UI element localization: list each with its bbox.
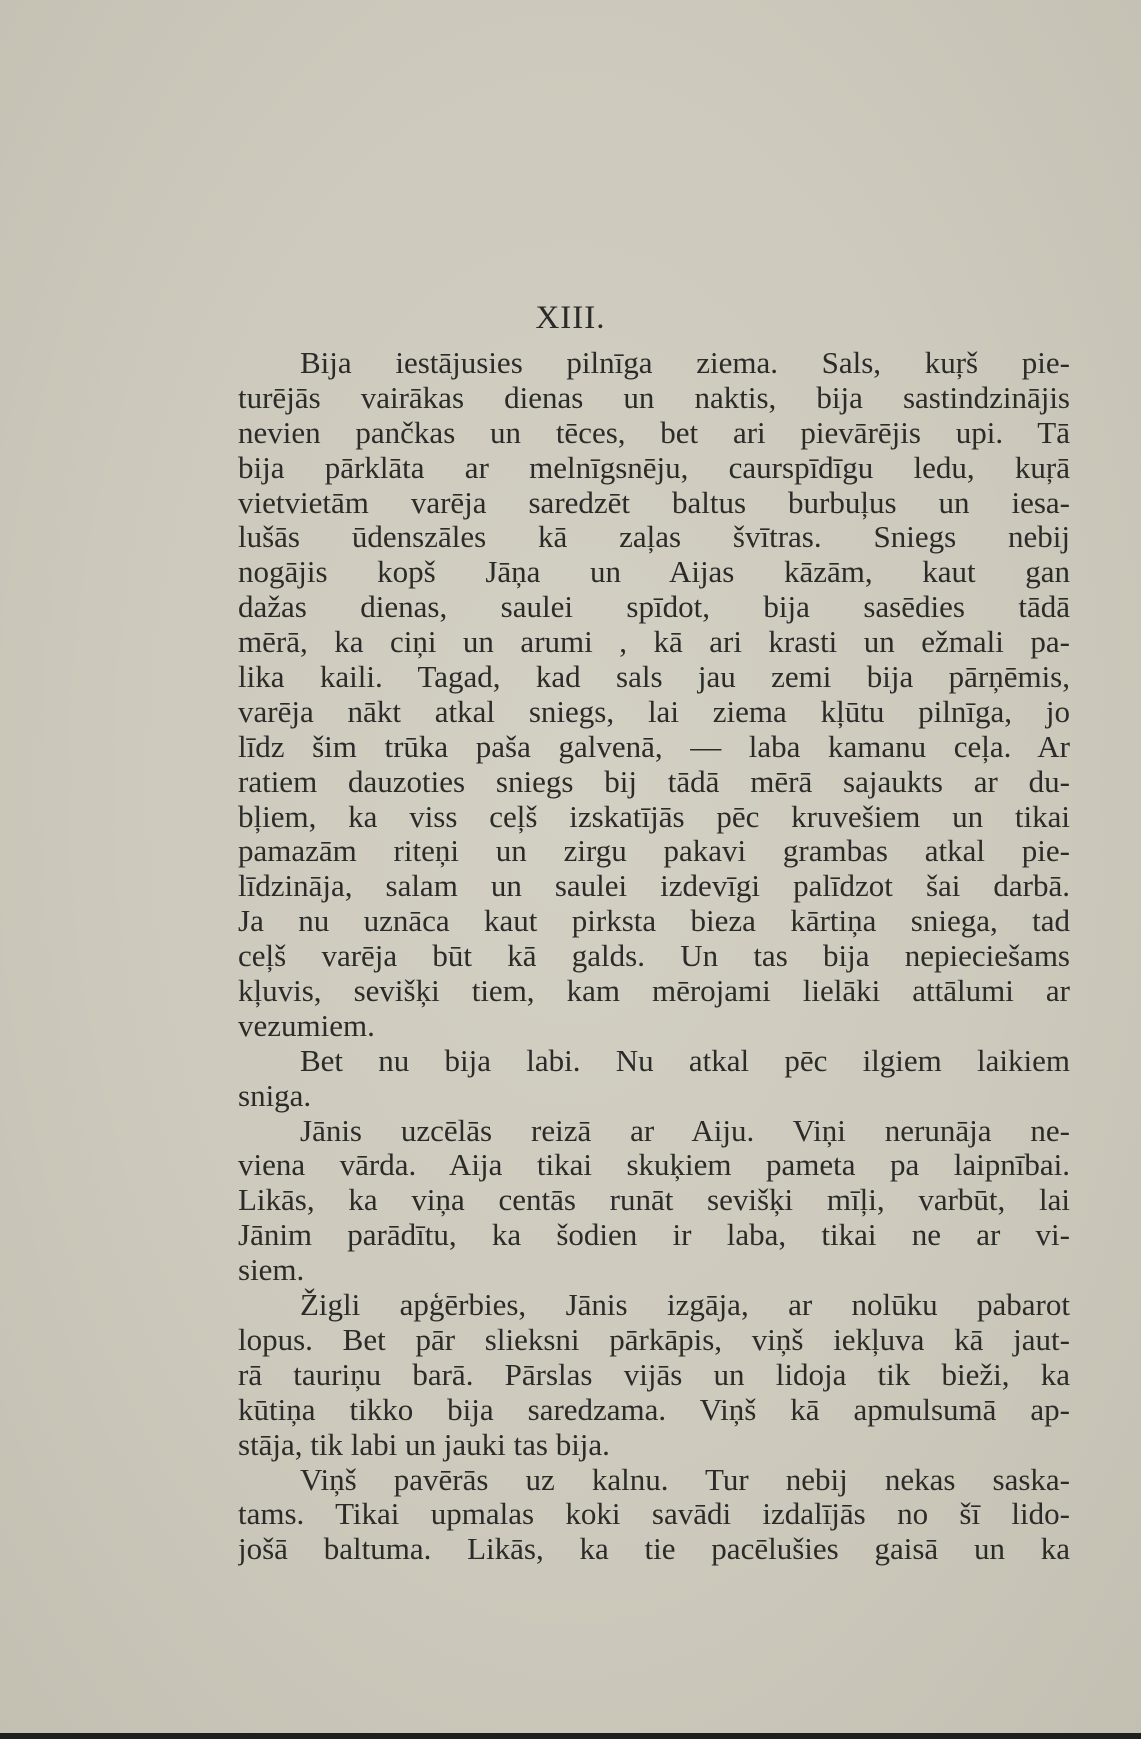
text-line: ratiem dauzoties sniegs bij tādā mērā sajaukts ar du- [238, 764, 1070, 799]
paragraph-3 [238, 1114, 1070, 1288]
text-line: siem. [238, 1253, 305, 1288]
page-bottom-edge [0, 1733, 1141, 1739]
text-line: lopus. Bet pār slieksni pārkāpis, viņš iekļuva kā jaut- [238, 1322, 1070, 1357]
text-line: varēja nākt atkal sniegs, lai ziema kļūtu pilnīga, jo [238, 694, 1070, 729]
text-line: līdz šim trūka paša galvenā, — laba kamanu ceļa. Ar [238, 729, 1070, 764]
text-line: jošā baltuma. Likās, ka tie pacēlušies gaisā un ka [238, 1532, 1070, 1567]
text-line: bija pārklāta ar melnīgsnēju, caurspīdīgu ledu, kuŗā [238, 450, 1070, 485]
text-line: vietvietām varēja saredzēt baltus burbuļus un iesa- [238, 485, 1070, 520]
text-line: Žigli apģērbies, Jānis izgāja, ar nolūku pabarot [300, 1288, 1070, 1323]
text-line: Ja nu uznāca kaut pirksta bieza kārtiņa sniega, tad [238, 904, 1070, 939]
paragraph-4 [238, 1288, 1070, 1462]
text-line: Likās, ka viņa centās runāt sevišķi mīļi, varbūt, lai [238, 1183, 1070, 1218]
text-line: tams. Tikai upmalas koki savādi izdalījās no šī lido- [238, 1497, 1070, 1532]
text-line: kļuvis, sevišķi tiem, kam mērojami lielāki attālumi ar [238, 974, 1070, 1009]
text-line: mērā, ka ciņi un arumi , kā ari krasti un ežmali pa- [238, 625, 1070, 660]
paragraph-1 [238, 346, 1070, 1044]
text-line: dažas dienas, saulei spīdot, bija sasēdies tādā [238, 590, 1070, 625]
paragraph-2 [238, 1044, 1070, 1114]
text-line: līdzināja, salam un saulei izdevīgi palīdzot šai darbā. [238, 869, 1070, 904]
text-line: Bet nu bija labi. Nu atkal pēc ilgiem laikiem [300, 1043, 1070, 1078]
text-line: ceļš varēja būt kā galds. Un tas bija nepieciešams [238, 939, 1070, 974]
text-line: rā tauriņu barā. Pārslas vijās un lidoja tik bieži, ka [238, 1357, 1070, 1392]
text-line: kūtiņa tikko bija saredzama. Viņš kā apmulsumā ap- [238, 1392, 1070, 1427]
text-line: Bija iestājusies pilnīga ziema. Sals, kuŗš pie- [300, 346, 1070, 380]
text-line: viena vārda. Aija tikai skuķiem pameta pa laipnībai. [238, 1148, 1070, 1183]
text-line: Viņš pavērās uz kalnu. Tur nebij nekas saska- [300, 1462, 1070, 1497]
chapter-heading: XIII. [535, 300, 606, 336]
text-line: nogājis kopš Jāņa un Aijas kāzām, kaut gan [238, 555, 1070, 590]
text-line: lika kaili. Tagad, kad sals jau zemi bija pārņēmis, [238, 660, 1070, 695]
text-line: pamazām riteņi un zirgu pakavi grambas atkal pie- [238, 834, 1070, 869]
paragraph-5 [238, 1463, 1070, 1568]
body-text [238, 346, 1070, 1567]
text-line: turējās vairākas dienas un naktis, bija sastindzinājis [238, 380, 1070, 415]
text-line: stāja, tik labi un jauki tas bija. [238, 1427, 610, 1462]
text-line: Jānim parādītu, ka šodien ir laba, tikai ne ar vi- [238, 1218, 1070, 1253]
text-line: nevien pančkas un tēces, bet ari pievārējis upi. Tā [238, 415, 1070, 450]
text-line: lušās ūdenszāles kā zaļas švītras. Sniegs nebij [238, 520, 1070, 555]
text-line: vezumiem. [238, 1008, 375, 1043]
text-line: bļiem, ka viss ceļš izskatījās pēc kruvešiem un tikai [238, 799, 1070, 834]
text-line: sniga. [238, 1078, 312, 1113]
text-line: Jānis uzcēlās reizā ar Aiju. Viņi nerunāja ne- [300, 1113, 1070, 1148]
